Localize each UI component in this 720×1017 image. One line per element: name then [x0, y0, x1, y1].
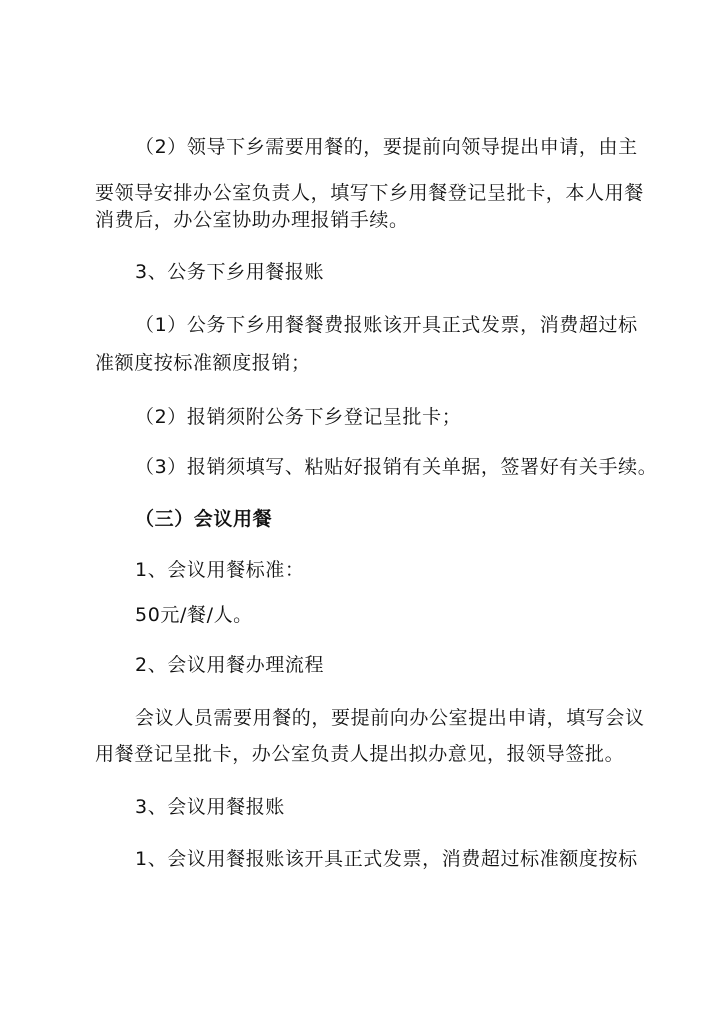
paragraph-line: （1）公务下乡用餐餐费报账该开具正式发票，消费超过标 [135, 314, 638, 336]
paragraph-line: （2）领导下乡需要用餐的，要提前向领导提出申请，由主 [135, 136, 638, 158]
paragraph-line: 1、会议用餐报账该开具正式发票，消费超过标准额度按标 [135, 848, 638, 870]
subsection-heading: 1、会议用餐标准： [135, 559, 305, 581]
paragraph-line: 用餐登记呈批卡，办公室负责人提出拟办意见，报领导签批。 [95, 743, 625, 765]
subsection-heading: 3、公务下乡用餐报账 [135, 261, 325, 283]
paragraph-line: 要领导安排办公室负责人，填写下乡用餐登记呈批卡，本人用餐 [95, 182, 644, 204]
paragraph-line: 消费后，办公室协助办理报销手续。 [95, 209, 409, 231]
paragraph-line: 准额度按标准额度报销； [95, 352, 311, 374]
paragraph-line: 会议人员需要用餐的，要提前向办公室提出申请，填写会议 [135, 707, 645, 729]
subsection-heading: 2、会议用餐办理流程 [135, 654, 325, 676]
section-heading: （三）会议用餐 [135, 508, 273, 530]
paragraph-line: （2）报销须附公务下乡登记呈批卡； [135, 406, 462, 428]
paragraph-line: （3）报销须填写、粘贴好报销有关单据，签署好有关手续。 [135, 456, 658, 478]
paragraph-line: 50元/餐/人。 [135, 604, 253, 626]
subsection-heading: 3、会议用餐报账 [135, 796, 285, 818]
